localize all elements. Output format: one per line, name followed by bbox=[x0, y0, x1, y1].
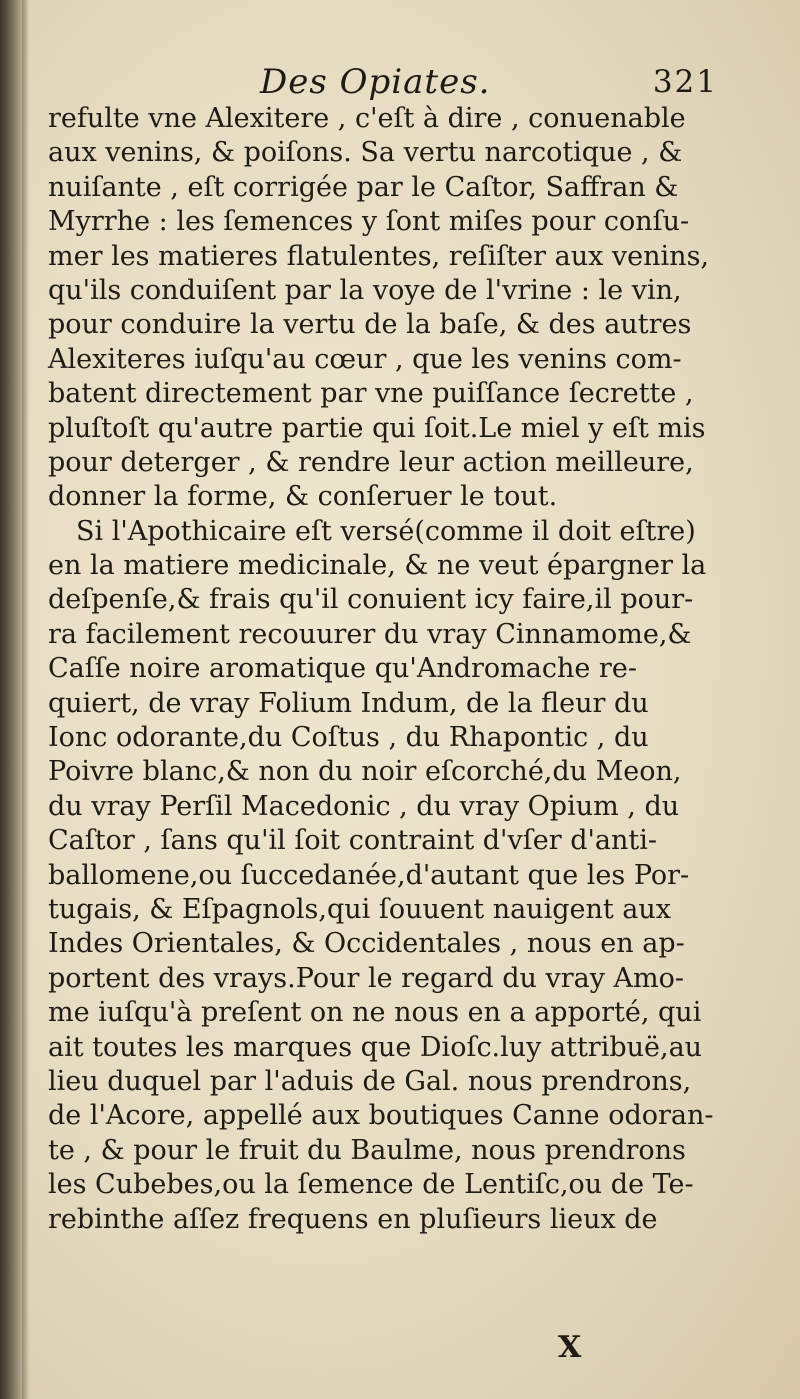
text-line: te , & pour le fruit du Baulme, nous prendrons bbox=[48, 1134, 686, 1166]
text-line: les Cubebes,ou la ſemence de Lentiſc,ou de Te- bbox=[48, 1169, 694, 1201]
body-text bbox=[48, 102, 718, 1237]
text-line: du vray Perſil Macedonic , du vray Opium , du bbox=[48, 790, 680, 822]
text-line: tugais, & Eſpagnols,qui ſouuent nauigent aux bbox=[48, 893, 672, 925]
text-line: lieu duquel par l'aduis de Gal. nous prendrons, bbox=[48, 1065, 692, 1097]
text-line: Ionc odorante,du Coſtus , du Rhapontic , du bbox=[48, 722, 649, 754]
text-line: refulte vne Alexitere , c'eſt à dire , conuenable bbox=[48, 103, 686, 134]
text-line: donner la forme, & conſeruer le tout. bbox=[48, 481, 558, 513]
text-line: Caſſe noire aromatique qu'Andromache re- bbox=[48, 653, 637, 685]
page-number: 321 bbox=[652, 64, 718, 100]
running-title: Des Opiates. bbox=[260, 62, 491, 102]
text-line: pour deterger , & rendre leur action meilleure, bbox=[48, 446, 694, 478]
text-line: me iuſqu'à preſent on ne nous en a apporté, qui bbox=[48, 997, 702, 1029]
text-line: quiert, de vray Folium Indum, de la fleur du bbox=[48, 687, 649, 719]
text-line: mer les matieres flatulentes, reſiſter aux venins, bbox=[48, 240, 710, 272]
text-line: pour conduire la vertu de la baſe, & des autres bbox=[48, 309, 692, 341]
text-line: Indes Orientales, & Occidentales , nous en ap- bbox=[48, 928, 685, 960]
text-line: Myrrhe : les ſemences y ſont miſes pour conſu- bbox=[48, 206, 690, 238]
signature-mark: X bbox=[558, 1330, 583, 1365]
text-line: aux venins, & poiſons. Sa vertu narcotique , & bbox=[48, 137, 683, 169]
text-line: Caſtor , ſans qu'il ſoit contraint d'vſer d'anti- bbox=[48, 825, 657, 857]
text-line: en la matiere medicinale, & ne veut épargner la bbox=[48, 550, 707, 582]
text-line: deſpenſe,& frais qu'il conuient icy faire,il pour- bbox=[48, 584, 694, 616]
page-gutter-edge bbox=[22, 0, 30, 1399]
text-line: Poivre blanc,& non du noir eſcorché,du Meon, bbox=[48, 756, 682, 788]
text-line: Alexiteres iuſqu'au cœur , que les venins com- bbox=[48, 343, 682, 375]
paragraph-first-line: Si l'Apothicaire eſt versé(comme il doit eſtre) bbox=[76, 515, 696, 547]
text-line: pluſtoſt qu'autre partie qui ſoit.Le miel y eſt mis bbox=[48, 412, 706, 444]
text-line: portent des vrays.Pour le regard du vray Amo- bbox=[48, 962, 685, 994]
text-line: qu'ils conduiſent par la voye de l'vrine : le vin, bbox=[48, 274, 682, 306]
text-line: ra facilement recouurer du vray Cinnamome,& bbox=[48, 618, 692, 650]
text-line: ait toutes les marques que Dioſc.luy attribuë,au bbox=[48, 1031, 703, 1063]
text-line: rebinthe aſſez frequens en pluſieurs lieux de bbox=[48, 1203, 658, 1235]
text-line: nuiſante , eſt corrigée par le Caſtor, Saffran & bbox=[48, 171, 679, 203]
text-line: ballomene,ou ſuccedanée,d'autant que les Por- bbox=[48, 859, 690, 891]
text-line: batent directement par vne puiſſance ſecrette , bbox=[48, 378, 694, 410]
text-line: de l'Acore, appellé aux boutiques Canne odoran- bbox=[48, 1100, 714, 1132]
